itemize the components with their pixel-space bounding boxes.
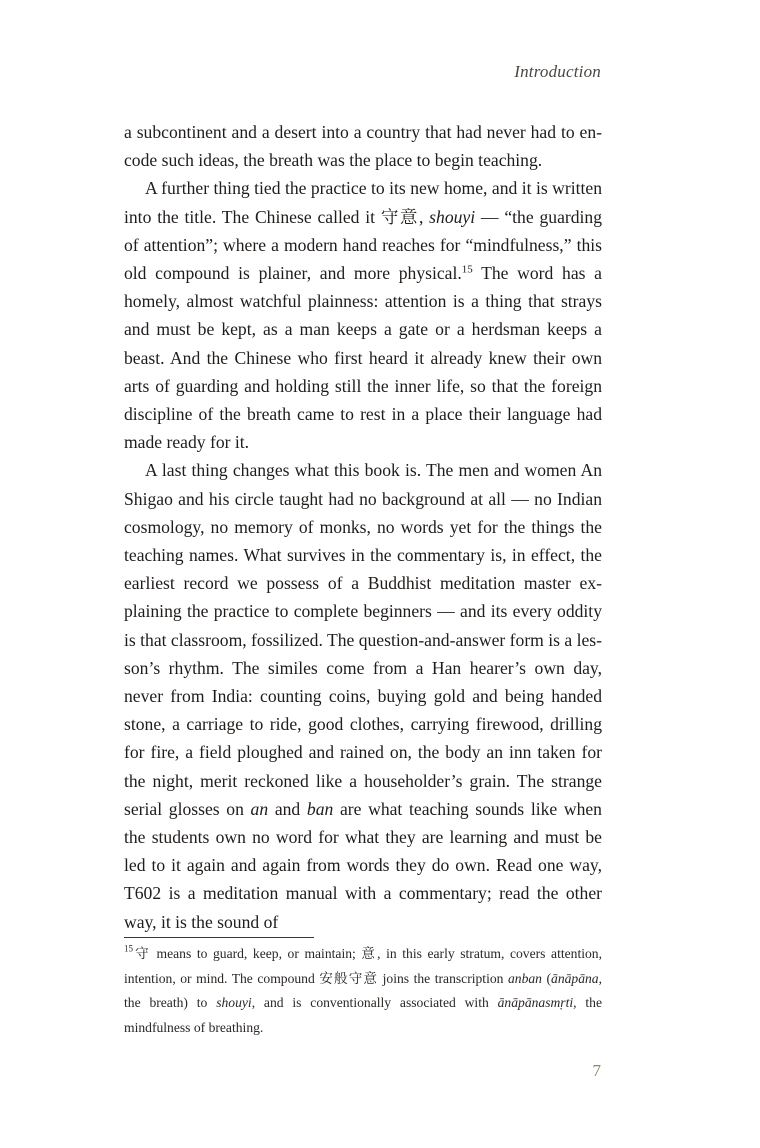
footnote-marker-15[interactable]: 15 (461, 263, 473, 276)
paragraph-2-text-b: — “the guarding of attention”; where a modern hand reaches for “mindfulness,” this old compound is plainer, and more physical. (124, 206, 603, 284)
paragraph-3-text-b: are what teaching sounds like when the students own no word for what they are learning and must be led to it again and again from words they do own. Read one way, T602 is a meditation manual with a commentary; read the other way, it is the sound of (124, 798, 602, 932)
term-ban: ban (306, 798, 334, 819)
paragraph-1: a subcontinent and a desert into a country that had never had to encode such ideas, the breath was the place to begin teaching. (124, 122, 602, 171)
running-head: Introduction (514, 62, 601, 81)
footnote-text-1: 守 means to guard, keep, or maintain; 意, in this early stratum, covers attention, intention, or mind. The compound 安般守意 joins the transcription (124, 946, 602, 986)
main-text (124, 118, 602, 936)
conjunction: and (268, 798, 307, 819)
footnote-number: 15 (124, 943, 133, 954)
pinyin-term-shouyi: shouyi (429, 206, 476, 227)
footnote-text-4: , and is conventionally associated with (251, 995, 498, 1011)
separator: , (418, 206, 430, 227)
paragraph-3-text-a: A last thing changes what this book is. The men and women An Shigao and his circle taught had no background at all — no Indian cosmology, no memory of monks, no words yet for the things the teaching names. What survives in the commentary is, in effect, the earliest record we possess of a Buddhist meditation master explaining the practice to complete beginners — and its every oddity is that classroom, fossilized. The question-and-answer form is a lesson’s rhythm. The similes come from a Han hearer’s own day, never from India: counting coins, buying gold and being handed stone, a carriage to ride, good clothes, carrying firewood, drilling for fire, a field ploughed and rained on, the body an inn taken for the night, merit reckoned like a householder’s grain. The strange serial glosses on (124, 460, 603, 819)
footnote-15 (124, 942, 602, 1040)
paragraph-2 (124, 174, 602, 456)
paragraph-2-text-a: A further thing tied the practice to its new home, and it is written into the title. The Chinese called it (124, 178, 602, 227)
term-an: an (250, 798, 269, 819)
chinese-term-shouyi: 守意 (380, 206, 419, 227)
footnote-term-shouyi: shouyi (216, 995, 252, 1011)
footnote-term-anapanasmrti: ānāpānasmṛti (497, 995, 574, 1011)
footnote-text-2: ( (541, 970, 552, 986)
paragraph-3 (124, 456, 602, 935)
footnote-term-anban: anban (507, 970, 542, 986)
footnote-term-anapana: ānāpāna (551, 970, 599, 986)
footnote-text-5: , the mindfulness of breathing. (124, 995, 602, 1035)
footnote-divider (124, 937, 314, 938)
page-number: 7 (592, 1061, 601, 1080)
paragraph-2-text-c: The word has a homely, almost watchful plainness: attention is a thing that strays and must be kept, as a man keeps a gate or a herdsman keeps a beast. And the Chinese who first heard it already knew their own arts of guarding and holding still the inner life, so that the foreign discipline of the breath came to rest in a place their language had made ready for it. (124, 263, 602, 453)
footnote-text-3: , the breath) to (124, 970, 602, 1011)
